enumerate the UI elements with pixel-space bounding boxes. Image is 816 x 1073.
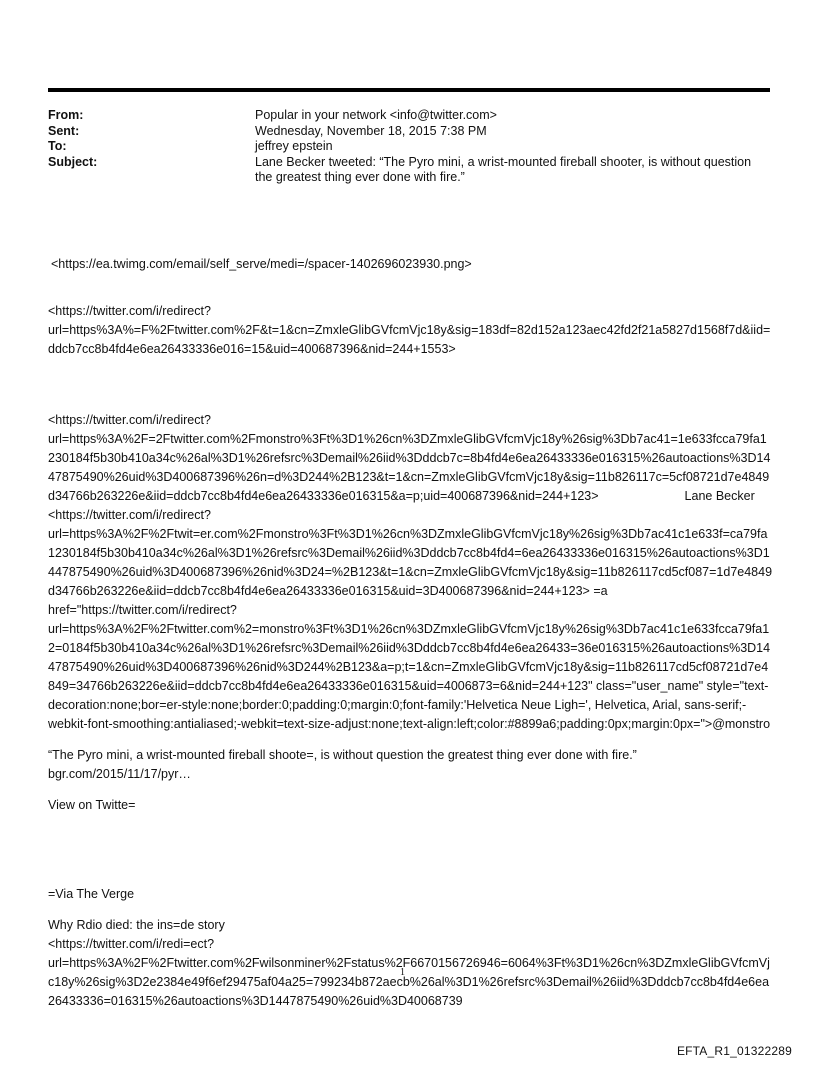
subject-value: Lane Becker tweeted: “The Pyro mini, a wrist-mounted fireball shooter, is without question the greatest thing ever done with fire.” bbox=[255, 154, 752, 184]
header-rule bbox=[48, 88, 770, 92]
redirect-link-2-text: <https://twitter.com/i/redirect?url=https%3A%2F=2Ftwitter.com%2Fmonstro%3Ft%3D1%26cn%3DZmxleGlibGVfcmVjc18y%26sig%3Db7ac41=1e633fcca79fa1230184f5b30b410a34c%26al%3D1%26refsrc%3Demail%26iid%3Dddcb7c=8b4fd4e6ea26433336e016315%26autoactions%3D1447875490%26uid%3D400687396%26n=d%3D244%2B123&t=1&cn=ZmxleGlibGVfcmVjc18y&sig=11b826117c=5cf08721d7e4849d34766b263226e&iid=ddcb7cc8b4fd4e6ea26433336e016315&a=p;uid=400687396&nid=244+123> bbox=[48, 413, 771, 503]
subject-row bbox=[48, 155, 770, 186]
author-name: Lane Becker bbox=[684, 489, 755, 503]
tweet-text: “The Pyro mini, a wrist-mounted fireball shoote=, is without question the greatest thing ever done with fire.” bgr.com/2015/11/17/pyr… bbox=[48, 748, 637, 781]
sent-row bbox=[48, 124, 770, 140]
subject-label: Subject: bbox=[48, 154, 98, 169]
bates-number: EFTA_R1_01322289 bbox=[676, 1044, 792, 1058]
to-row bbox=[48, 139, 770, 155]
sent-label: Sent: bbox=[48, 123, 80, 138]
redirect-link-2 bbox=[48, 411, 773, 506]
redirect-link-4: <https://twitter.com/i/redi=ect?url=https%3A%2F%2Ftwitter.com%2Fwilsonminer%2Fstatus%2F6670156726946=6064%3Ft%3D1%26cn%3DZmxleGlibGVfcmVjc18y%26sig%3D2e2384e49f6ef29475af04a25=799234b872aecb%26al%3D1%26refsrc%3Demail%26iid%3Dddcb7cc8b4fd4e6ea26433336=016315%26autoactions%3D1447875490%26uid%3D40068739 bbox=[48, 937, 770, 1008]
from-label: From: bbox=[48, 108, 84, 122]
view-on-twitter: View on Twitte= bbox=[48, 798, 136, 812]
email-body bbox=[48, 255, 773, 1011]
to-value: jeffrey epstein bbox=[255, 139, 333, 153]
to-label: To: bbox=[48, 139, 67, 153]
email-header bbox=[48, 108, 770, 186]
spacer-image-url: <https://ea.twimg.com/email/self_serve/medi=/spacer-1402696023930.png> bbox=[51, 257, 472, 271]
from-row bbox=[48, 108, 770, 124]
redirect-link-3: <https://twitter.com/i/redirect?url=https%3A%2F%2Ftwit=er.com%2Fmonstro%3Ft%3D1%26cn%3DZmxleGlibGVfcmVjc18y%26sig%3Db7ac41c1e633f=ca79fa1230184f5b30b410a34c%26al%3D1%26refsrc%3Demail%26iid%3Dddcb7cc8b4fd4=6ea26433336e016315%26autoactions%3D1447875490%26uid%3D400687396%26nid%3D24=%2B123&t=1&cn=ZmxleGlibGVfcmVjc18y&sig=11b826117cd5cf087=1d7e4849d34766b263226e&iid=ddcb7cc8b4fd4e6ea26433336e016315&uid=3D400687396&nid=244+123> =a href="https://twitter.com/i/redirect?url=https%3A%2F%2Ftwitter.com%2=monstro%3Ft%3D1%26cn%3DZmxleGlibGVfcmVjc18y%26sig%3Db7ac41c1e633fcca79fa12=0184f5b30b410a34c%26al%3D1%26refsrc%3Demail%26iid%3Dddcb7cc8b4fd4e6ea26433=36e016315%26autoactions%3D1447875490%26uid%3D400687396%26nid%3D244%2B123&a=p;t=1&cn=ZmxleGlibGVfcmVjc18y&sig=11b826117cd5cf08721d7e4849=34766b263226e&iid=ddcb7cc8b4fd4e6ea26433336e016315&uid=4006873=6&nid=244+123" class="user_name" style="text-decoration:none;bor=er-style:none;border:0;padding:0;margin:0;font-family:'Helvetica Neue Ligh=', Helvetica, Arial, sans-serif;-webkit-font-smoothing:antialiased;-webkit=text-size-adjust:none;text-align:left;color:#8899a6;padding:0px;margin:0px=">@monstro bbox=[48, 508, 773, 731]
via-source: =Via The Verge bbox=[48, 887, 135, 901]
from-value: Popular in your network <info@twitter.com> bbox=[255, 108, 497, 122]
page-number: 1 bbox=[400, 967, 405, 978]
sent-value: Wednesday, November 18, 2015 7:38 PM bbox=[255, 123, 487, 138]
redirect-link-1: <https://twitter.com/i/redirect?url=https%3A%=F%2Ftwitter.com%2F&t=1&cn=ZmxleGlibGVfcmVjc18y&sig=183df=82d152a123aec42fd2f21a5827d1568f7d&iid=ddcb7cc8b4fd4e6ea26433336e016=15&uid=400687396&nid=244+1553> bbox=[48, 304, 771, 356]
story-headline: Why Rdio died: the ins=de story bbox=[48, 918, 225, 932]
